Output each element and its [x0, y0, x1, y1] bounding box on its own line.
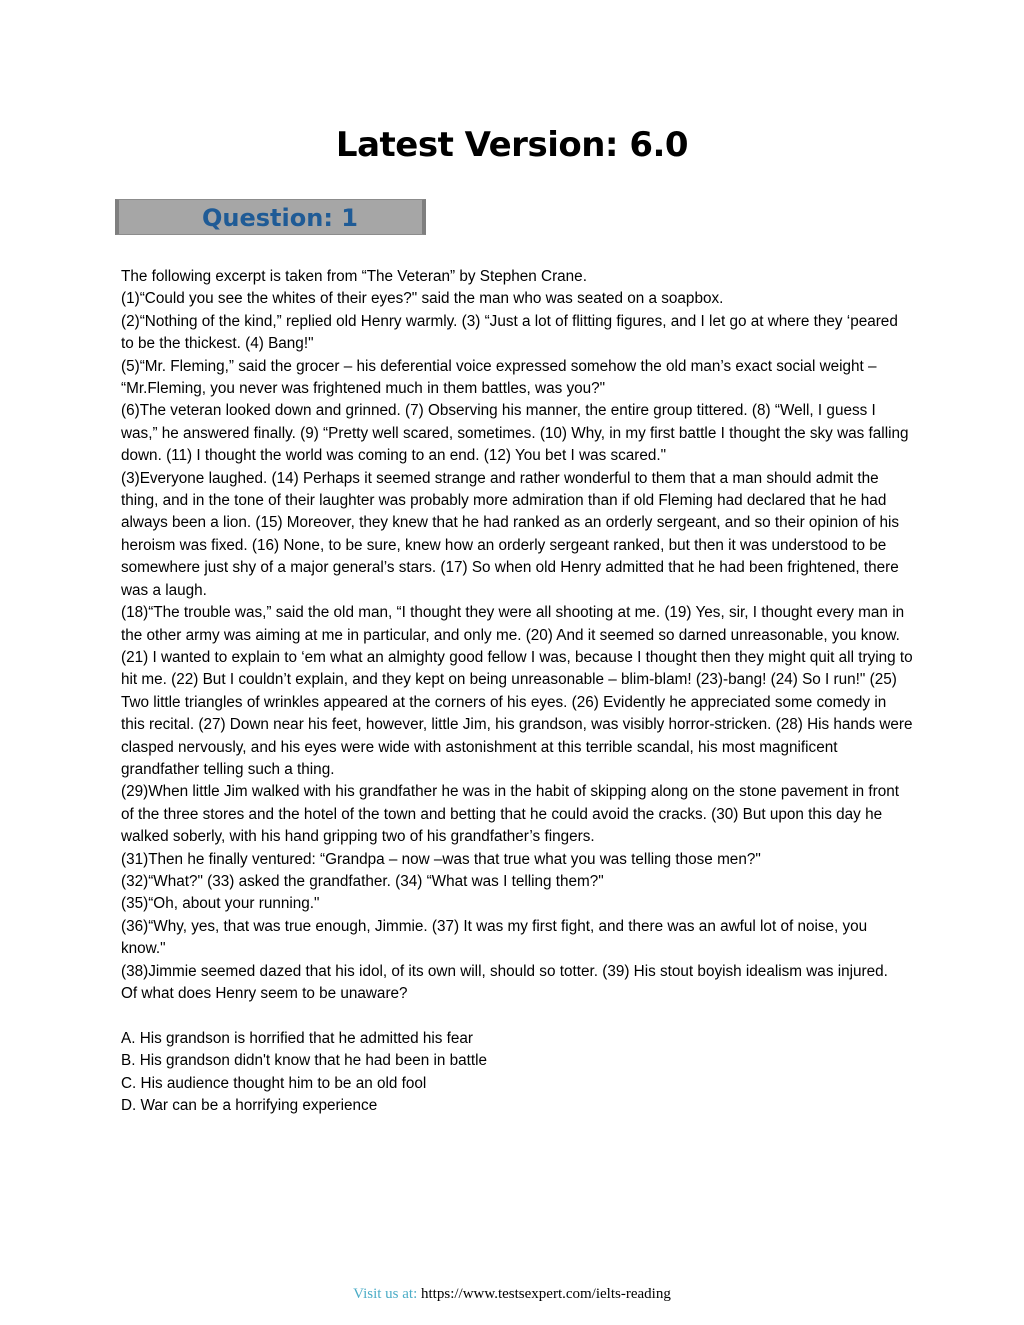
passage-paragraph: (6)The veteran looked down and grinned. (7) Observing his manner, the entire group tittered. (8) “Well, I guess I was,” he answered finally. (9) “Pretty well scared, sometimes. (10) Why, in my first battle I thought the sky was falling down. (11) I thought the world was coming to an end. (12) You bet I was scared."	[121, 402, 909, 465]
answer-option-d[interactable]: D. War can be a horrifying experience	[121, 1097, 378, 1115]
passage-paragraph: (1)“Could you see the whites of their eyes?" said the man who was seated on a soapbox.	[121, 290, 724, 308]
passage-paragraph: (38)Jimmie seemed dazed that his idol, of its own will, should so totter. (39) His stout boyish idealism was injured.	[121, 962, 888, 980]
passage-paragraph: (18)“The trouble was,” said the old man, “I thought they were all shooting at me. (19) Yes, sir, I thought every man in the other army was aiming at me in particular, and only me. (20) And it seemed so darned unreasonable, you know. (21) I wanted to explain to ‘em what an almighty good fellow I was, because I thought then they might quit all trying to hit me. (22) But I couldn’t explain, and they kept on being unreasonable – blim-blam! (23)-bang! (24) So I run!" (25) Two little triangles of wrinkles appeared at the corners of his eyes. (26) Evidently he appreciated some comedy in this recital. (27) Down near his feet, however, little Jim, his grandson, was visibly horror-stricken. (28) His hands were clasped nervously, and his eyes were wide with astonishment at this terrible scandal, his most magnificent grandfather telling such a thing.	[121, 604, 913, 778]
passage-paragraph: (29)When little Jim walked with his grandfather he was in the habit of skipping along on the stone pavement in front of the three stores and the hotel of the town and betting that he could avoid the cracks. (30) But upon this day he walked soberly, with his hand gripping two of his grandfather’s fingers.	[121, 783, 900, 846]
passage-paragraph: (5)“Mr. Fleming,” said the grocer – his deferential voice expressed somehow the old man’s exact social weight – “Mr.Fleming, you never was frightened much in them battles, was you?"	[121, 357, 877, 398]
reading-passage	[121, 266, 913, 1117]
passage-paragraph: (2)“Nothing of the kind,” replied old Henry warmly. (3) “Just a lot of flitting figures, and I let go at where they ‘peared to be the thickest. (4) Bang!"	[121, 312, 898, 353]
answer-option-c[interactable]: C. His audience thought him to be an old fool	[121, 1074, 427, 1092]
question-prompt: Of what does Henry seem to be unaware?	[121, 985, 408, 1002]
passage-paragraph: The following excerpt is taken from “The Veteran” by Stephen Crane.	[121, 268, 587, 285]
answer-option-b[interactable]: B. His grandson didn't know that he had been in battle	[121, 1052, 488, 1070]
answer-options	[121, 1028, 913, 1118]
passage-paragraph: (36)“Why, yes, that was true enough, Jimmie. (37) It was my first fight, and there was an awful lot of noise, you know."	[121, 917, 868, 958]
passage-paragraph: (35)“Oh, about your running."	[121, 895, 320, 913]
question-number-label: Question: 1	[202, 204, 358, 232]
passage-paragraph: (32)“What?" (33) asked the grandfather. (34) “What was I telling them?"	[121, 872, 604, 890]
footer-url-link[interactable]: https://www.testsexpert.com/ielts-reading	[421, 1286, 671, 1302]
page-title: Latest Version: 6.0	[335, 125, 689, 165]
question-banner	[115, 199, 426, 235]
passage-paragraph: (31)Then he finally ventured: “Grandpa – now –was that true what you was telling those men?"	[121, 850, 761, 868]
answer-option-a[interactable]: A. His grandson is horrified that he admitted his fear	[121, 1029, 474, 1047]
page-footer	[0, 1284, 1024, 1304]
footer-prefix: Visit us at:	[353, 1286, 422, 1302]
passage-paragraph: (3)Everyone laughed. (14) Perhaps it seemed strange and rather wonderful to them that a man should admit the thing, and in the tone of their laughter was probably more admiration than if old Fleming had declared that he had always been a lion. (15) Moreover, they knew that he had ranked as an orderly sergeant, and so their opinion of his heroism was fixed. (16) None, to be sure, knew how an orderly sergeant ranked, but then it was understood to be somewhere just shy of a major general’s stars. (17) So when old Henry admitted that he had been frightened, there was a laugh.	[121, 469, 900, 599]
